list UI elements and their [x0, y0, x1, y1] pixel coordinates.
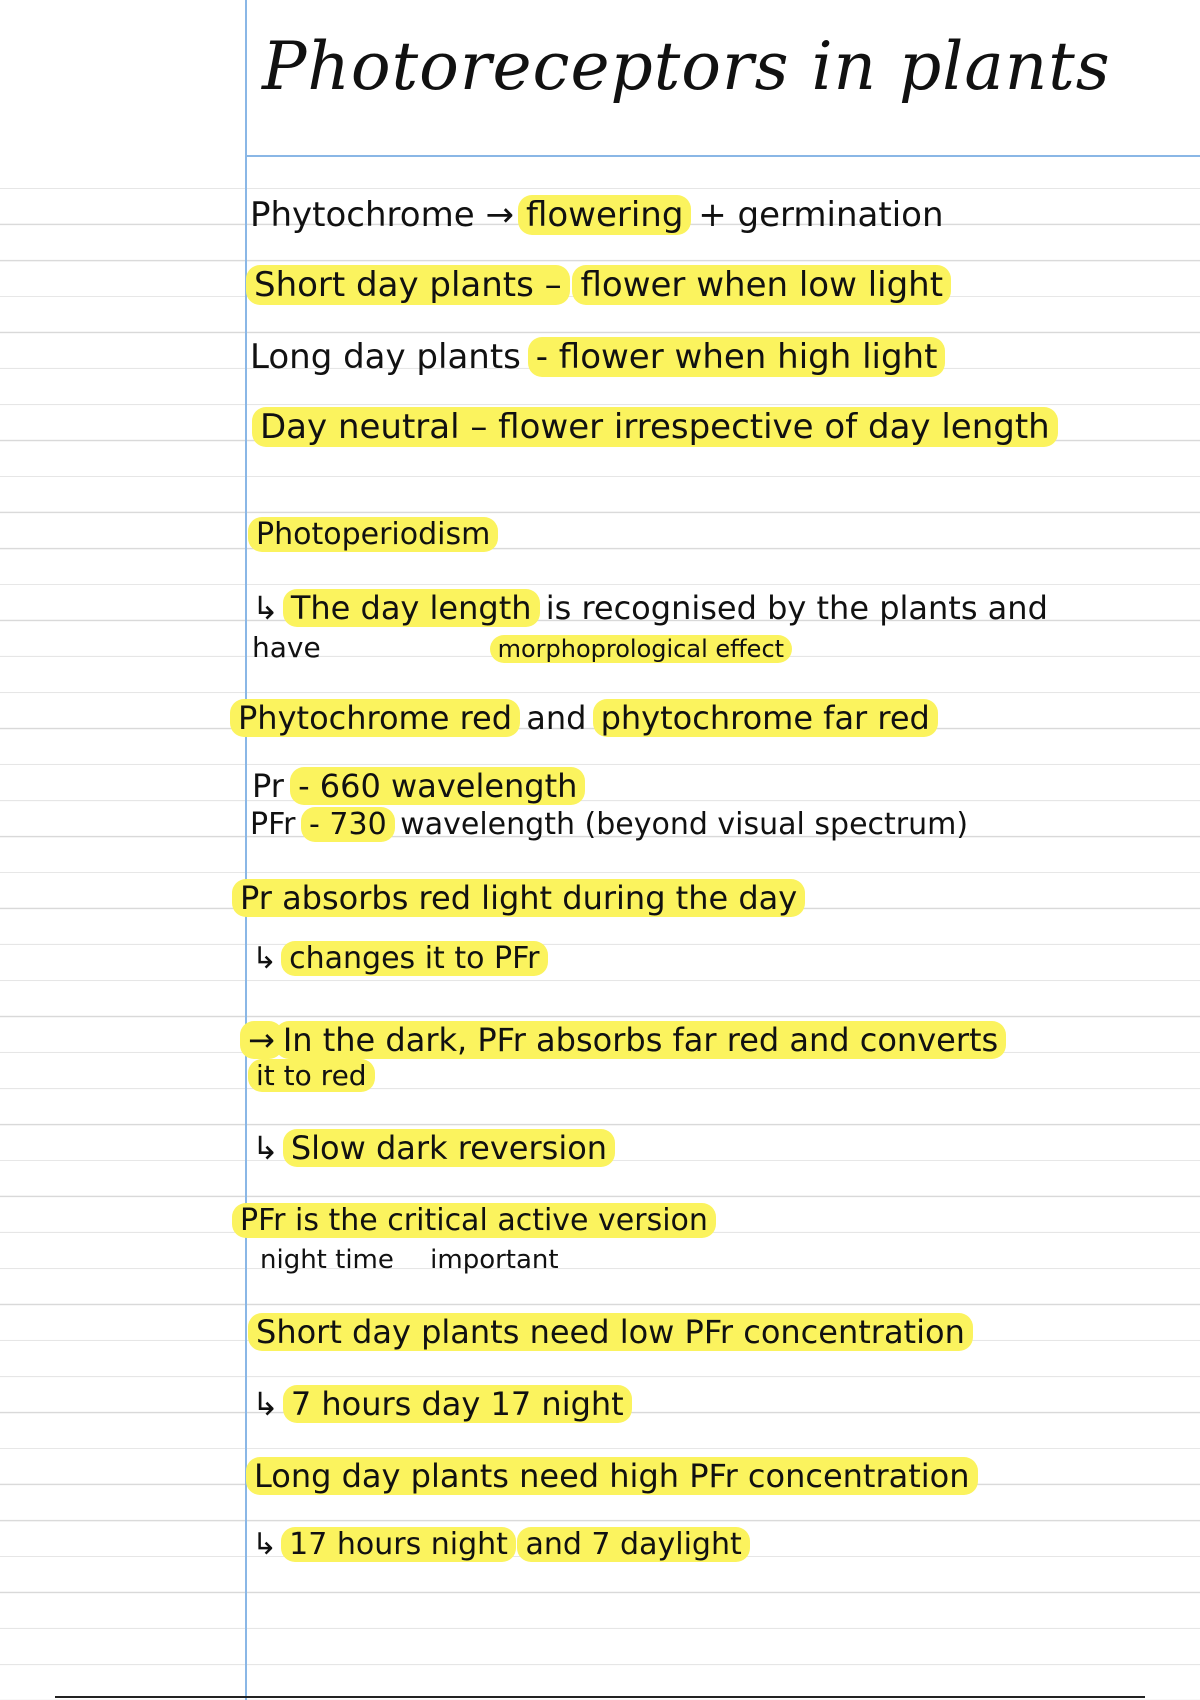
- note-line-long-need: [250, 1458, 974, 1495]
- dark-text-highlight: In the dark, PFr absorbs far red and converts: [275, 1021, 1006, 1059]
- note-line-pr: [252, 768, 581, 805]
- daylight-highlight: and 7 daylight: [517, 1527, 749, 1562]
- wavelength-beyond-label: wavelength (beyond visual spectrum): [400, 807, 969, 842]
- note-line-phytochrome: [250, 196, 944, 235]
- hook-arrow-icon: ↳: [252, 941, 278, 976]
- phyto-far-red-highlight: phytochrome far red: [593, 699, 938, 737]
- note-line-day-neutral: [256, 408, 1054, 447]
- hook-arrow-icon: ↳: [252, 1527, 278, 1562]
- night-time-label: night time: [260, 1245, 394, 1275]
- pr-absorbs-highlight: Pr absorbs red light during the day: [232, 879, 805, 917]
- note-line-night: [260, 1246, 559, 1276]
- note-line-photo-detail: [252, 590, 1048, 627]
- pfr-label: PFr: [250, 807, 296, 842]
- phytochrome-label: Phytochrome: [250, 195, 475, 235]
- note-line-long-hours: [252, 1528, 746, 1563]
- margin-rule: [245, 0, 247, 1700]
- page-title: Photoreceptors in plants: [262, 28, 1111, 105]
- pfr-730-highlight: - 730: [301, 807, 395, 842]
- recognised-label: is recognised by the plants and: [545, 589, 1048, 627]
- note-line-pr-absorbs: [236, 880, 801, 917]
- day-neutral-highlight: Day neutral – flower irrespective of day length: [252, 407, 1058, 447]
- note-line-photo-detail-2: [252, 632, 788, 664]
- and-label: and: [526, 699, 587, 737]
- note-line-short-day: [250, 266, 947, 305]
- flowering-highlight: flowering: [518, 195, 692, 235]
- important-label: important: [430, 1245, 559, 1275]
- header-rule: [246, 155, 1200, 157]
- dark-highlight: →: [240, 1021, 283, 1059]
- hook-arrow-icon: ↳: [252, 1129, 279, 1167]
- note-line-dark: [244, 1022, 1002, 1059]
- day-length-highlight: The day length: [283, 589, 540, 627]
- photoperiodism-highlight: Photoperiodism: [248, 517, 498, 552]
- bottom-rule: [55, 1696, 1145, 1698]
- arrow-icon: →: [485, 195, 514, 235]
- morpho-effect-highlight: morphoprological effect: [490, 635, 792, 663]
- note-line-photoperiodism: [252, 518, 494, 553]
- hook-arrow-icon: ↳: [252, 1385, 279, 1423]
- note-line-pfr: [250, 808, 968, 843]
- changes-highlight: changes it to PFr: [281, 941, 547, 976]
- short-day-flower-highlight: flower when low light: [572, 265, 951, 305]
- note-line-dark-2: [252, 1060, 371, 1092]
- short-need-highlight: Short day plants need low PFr concentration: [248, 1313, 973, 1351]
- hook-arrow-icon: ↳: [252, 589, 279, 627]
- slow-reversion-highlight: Slow dark reversion: [283, 1129, 615, 1167]
- long-day-flower-highlight: - flower when high light: [528, 337, 946, 377]
- note-line-changes: [252, 942, 544, 977]
- germination-label: + germination: [698, 195, 944, 235]
- note-line-slow: [252, 1130, 611, 1167]
- note-line-critical: [236, 1204, 712, 1239]
- short-day-highlight: Short day plants –: [246, 265, 570, 305]
- phyto-red-highlight: Phytochrome red: [230, 699, 520, 737]
- note-line-phyto-red: [234, 700, 934, 737]
- short-hours-highlight: 7 hours day 17 night: [283, 1385, 632, 1423]
- pr-660-highlight: - 660 wavelength: [290, 767, 585, 805]
- long-day-label: Long day plants: [250, 337, 521, 377]
- have-label: have: [252, 631, 321, 664]
- critical-highlight: PFr is the critical active version: [232, 1203, 716, 1238]
- pr-label: Pr: [252, 767, 284, 805]
- note-line-long-day: [250, 338, 941, 377]
- long-hours-highlight: 17 hours night: [281, 1527, 516, 1562]
- long-need-highlight: Long day plants need high PFr concentration: [246, 1457, 978, 1495]
- note-line-short-need: [252, 1314, 969, 1351]
- to-red-highlight: it to red: [248, 1059, 375, 1092]
- note-line-short-hours: [252, 1386, 628, 1423]
